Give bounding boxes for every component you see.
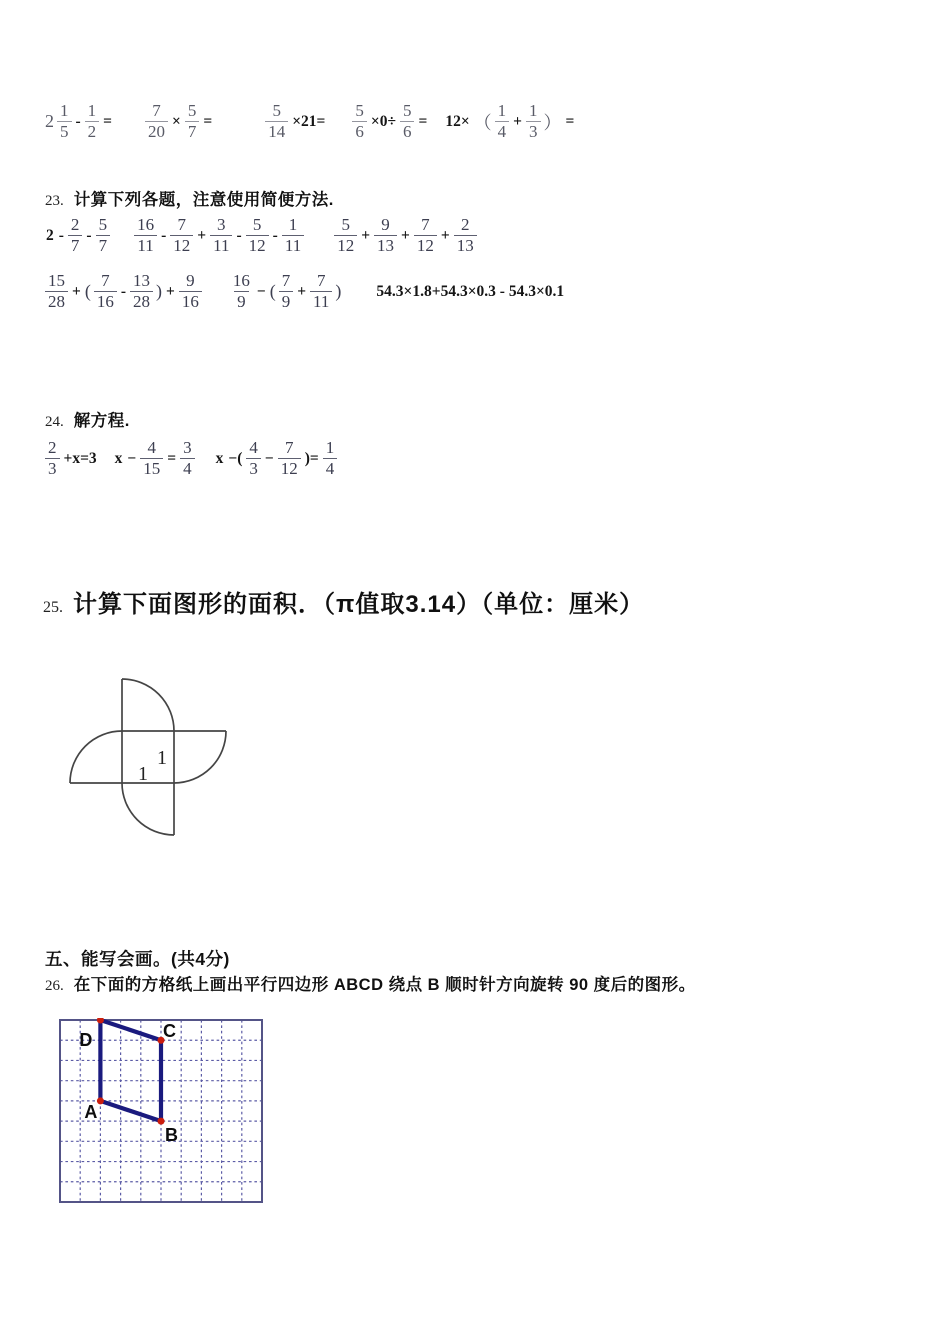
fraction: $\frac{15}{28}$ xyxy=(45,271,68,313)
operator: 54.3×1.8+54.3×0.3 - 54.3×0.1 xyxy=(376,282,565,300)
operator: - xyxy=(58,226,64,244)
spacer xyxy=(101,458,111,459)
number-text: ( xyxy=(84,281,91,302)
fraction: $\frac{5}{12}$ xyxy=(246,215,269,257)
spacer xyxy=(344,291,372,292)
question-26-number: 26. xyxy=(45,978,64,994)
fraction: $\frac{4}{3}$ xyxy=(246,438,261,480)
parallelogram-abcd xyxy=(100,1020,161,1121)
question-26-label xyxy=(45,971,696,995)
question-24-equations-row xyxy=(45,438,337,480)
operator: - xyxy=(120,282,127,300)
fraction: $\frac{7}{11}$ xyxy=(310,271,332,313)
fraction: $\frac{7}{12}$ xyxy=(170,215,193,257)
operator: = xyxy=(103,112,113,130)
spacer xyxy=(205,291,227,292)
operator: 12× xyxy=(445,112,470,130)
operator: + xyxy=(297,282,307,300)
operator: +x=3 xyxy=(63,449,97,467)
fraction: $\frac{1}{3}$ xyxy=(526,101,541,143)
fraction: $\frac{16}{11}$ xyxy=(134,215,157,257)
operator: 2 xyxy=(46,226,54,244)
grid-parallelogram-figure xyxy=(58,1018,264,1204)
operator: = xyxy=(167,449,177,467)
operator: + xyxy=(166,282,175,300)
vertex-label-B: B xyxy=(165,1125,178,1146)
number-text: ) xyxy=(156,281,163,302)
quarter-circle-left xyxy=(70,731,122,783)
fraction: $\frac{9}{13}$ xyxy=(374,215,397,257)
operator: = xyxy=(418,112,428,130)
fraction: $\frac{7}{16}$ xyxy=(94,271,117,313)
operator: −( xyxy=(228,449,243,467)
operator: + xyxy=(197,226,207,244)
operator: × xyxy=(172,112,181,130)
fraction: $\frac{7}{20}$ xyxy=(145,101,168,143)
operator: - xyxy=(236,226,242,244)
vertex-dot-A xyxy=(97,1097,104,1104)
spacer xyxy=(113,235,131,236)
spacer xyxy=(329,121,349,122)
fraction: $\frac{1}{4}$ xyxy=(495,101,510,143)
side-length-label-2: 1 xyxy=(138,763,148,785)
quarter-circle-top xyxy=(122,679,174,731)
fraction: $\frac{2}{7}$ xyxy=(68,215,83,257)
fraction: $\frac{1}{4}$ xyxy=(323,438,338,480)
number-text: ） xyxy=(543,112,562,133)
fraction: $\frac{9}{16}$ xyxy=(179,271,202,313)
operator: ×0÷ xyxy=(370,112,396,130)
number-text: ( xyxy=(269,281,276,302)
spacer xyxy=(116,121,142,122)
math-expression-row-a xyxy=(45,101,575,143)
question-23-expressions-row-1 xyxy=(45,215,477,257)
fraction: $\frac{7}{12}$ xyxy=(278,438,301,480)
spacer xyxy=(307,235,331,236)
operator: + xyxy=(401,226,410,244)
operator: − xyxy=(127,449,137,467)
vertex-label-C: C xyxy=(163,1021,176,1042)
fraction: $\frac{2}{3}$ xyxy=(45,438,60,480)
operator: - xyxy=(272,226,278,244)
fraction: $\frac{5}{7}$ xyxy=(96,215,111,257)
fraction: $\frac{5}{6}$ xyxy=(352,101,367,143)
fraction: $\frac{13}{28}$ xyxy=(130,271,153,313)
operator: + xyxy=(513,112,522,130)
spacer xyxy=(431,121,441,122)
question-26-title: 在下面的方格纸上画出平行四边形 ABCD 绕点 B 顺时针方向旋转 90 度后的图形。 xyxy=(73,976,696,994)
operator: = xyxy=(565,112,575,130)
operator: = xyxy=(203,112,213,130)
spacer xyxy=(198,458,212,459)
fraction: $\frac{1}{5}$ xyxy=(57,101,72,143)
fraction: $\frac{1}{2}$ xyxy=(85,101,100,143)
section-5-title: 五、能写会画。(共4分) xyxy=(45,949,230,969)
quarter-circle-bottom xyxy=(122,783,174,835)
pinwheel-area-figure xyxy=(60,668,240,848)
fraction: $\frac{3}{4}$ xyxy=(180,438,195,480)
operator: )= xyxy=(304,449,319,467)
question-25-title: 计算下面图形的面积．（π值取3.14）（单位：厘米） xyxy=(73,591,645,618)
fraction: $\frac{5}{6}$ xyxy=(400,101,415,143)
operator: - xyxy=(86,226,92,244)
fraction: $\frac{5}{14}$ xyxy=(265,101,288,143)
vertex-dot-B xyxy=(158,1118,165,1125)
question-24-label xyxy=(45,407,130,431)
vertex-label-A: A xyxy=(84,1101,98,1122)
side-length-label-1: 1 xyxy=(157,747,167,769)
spacer xyxy=(216,121,262,122)
operator: − xyxy=(264,449,274,467)
operator: ×21= xyxy=(292,112,326,130)
fraction: $\frac{5}{7}$ xyxy=(185,101,200,143)
fraction: $\frac{4}{15}$ xyxy=(140,438,163,480)
operator: − xyxy=(256,282,266,300)
question-23-number: 23. xyxy=(45,193,64,209)
section-5-heading xyxy=(45,946,230,971)
fraction: $\frac{5}{12}$ xyxy=(334,215,357,257)
operator: + xyxy=(440,226,450,244)
operator: - xyxy=(161,226,167,244)
number-text: 2 xyxy=(45,111,54,132)
fraction: $\frac{3}{11}$ xyxy=(210,215,232,257)
question-23-title: 计算下列各题，注意使用简便方法. xyxy=(73,191,334,209)
operator: + xyxy=(361,226,371,244)
fraction: $\frac{7}{12}$ xyxy=(414,215,437,257)
question-25-label xyxy=(43,584,644,619)
vertex-label-D: D xyxy=(79,1030,93,1050)
fraction: $\frac{2}{13}$ xyxy=(454,215,477,257)
question-24-title: 解方程. xyxy=(73,412,130,430)
number-text: ) xyxy=(335,281,342,302)
operator: x xyxy=(114,449,123,467)
number-text: （ xyxy=(473,112,492,133)
quarter-circle-right xyxy=(174,731,226,783)
question-25-number: 25. xyxy=(43,599,63,616)
fraction: $\frac{7}{9}$ xyxy=(279,271,294,313)
operator: - xyxy=(75,112,81,130)
question-23-expressions-row-2 xyxy=(45,271,565,313)
fraction: $\frac{16}{9}$ xyxy=(232,271,250,312)
fraction: $\frac{1}{11}$ xyxy=(282,215,304,257)
operator: x xyxy=(215,449,224,467)
operator: + xyxy=(72,282,81,300)
question-24-number: 24. xyxy=(45,414,64,430)
question-23-label xyxy=(45,186,334,210)
